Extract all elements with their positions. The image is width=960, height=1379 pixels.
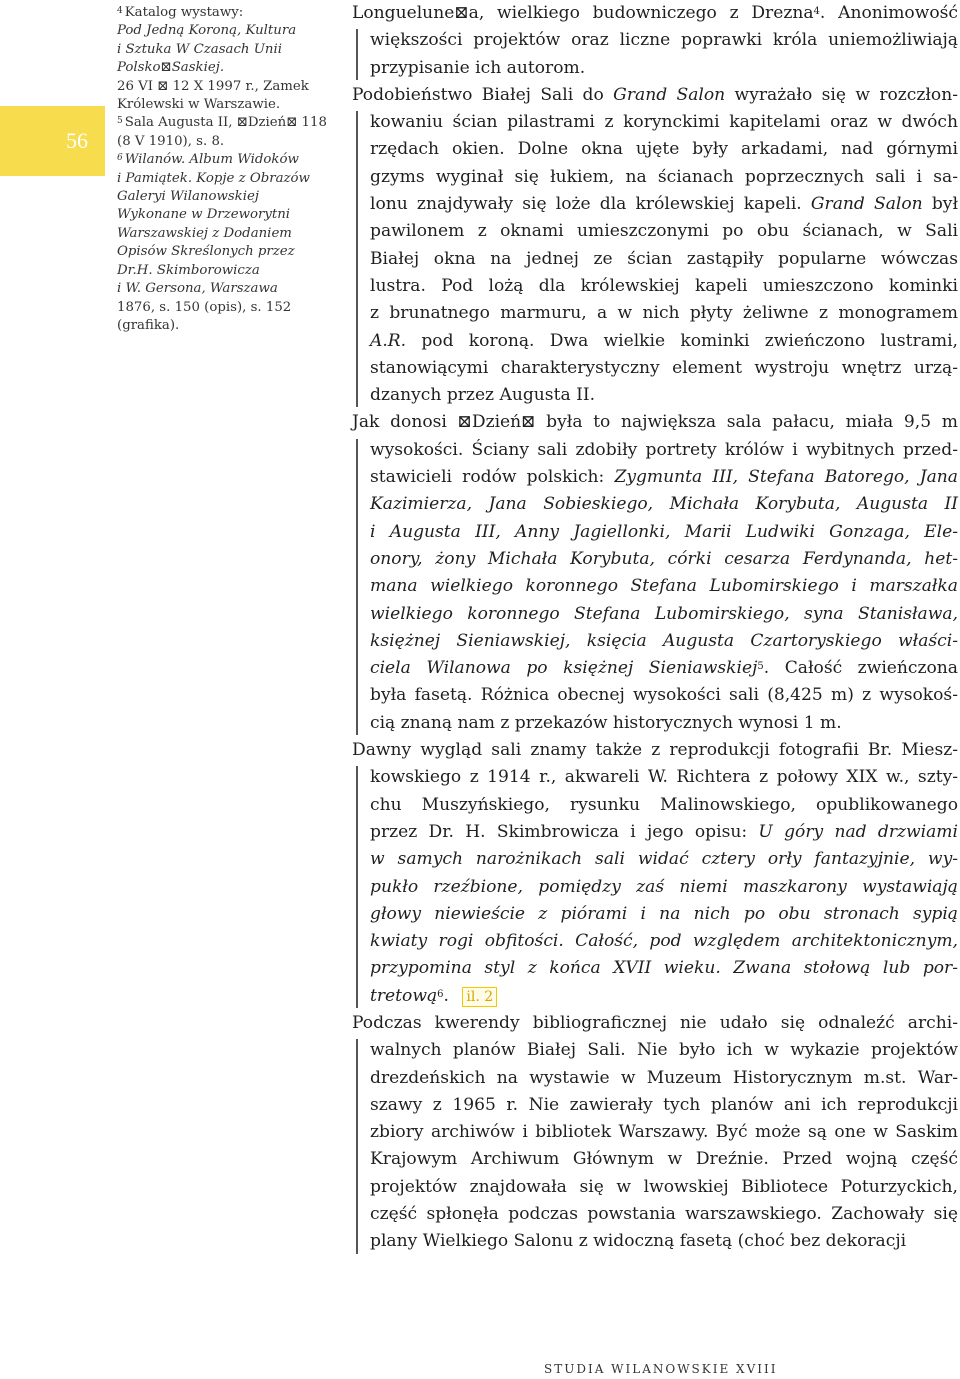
text-run: większości projektów oraz liczne poprawki króla uniemożliwiają [370, 30, 958, 51]
text-line [352, 901, 958, 928]
footnote-line [117, 262, 342, 280]
footnote-line [117, 280, 342, 298]
text-run: pod koroną. Dwa wielkie kominki zwieńczono lustrami, [406, 330, 958, 351]
footnote-text: Wykonane w Drzeworytni [117, 207, 291, 223]
footnote-line [117, 299, 342, 317]
body-paragraph [352, 409, 958, 737]
text-line [352, 628, 958, 655]
text-run: zbiory archiwów i bibliotek Warszawy. Być może są one w Saskim [370, 1122, 958, 1143]
text-line [352, 1201, 958, 1228]
text-run: stawicieli rodów polskich: [370, 467, 615, 488]
footnote-text: Pod Jedną Koroną, Kultura [117, 23, 297, 39]
text-line [352, 1037, 958, 1064]
text-run: wyrażało się w rozczłon- [725, 84, 958, 105]
footnote-text: Katalog wystawy: [124, 5, 244, 20]
footnote-line [117, 41, 342, 59]
text-line [352, 382, 958, 409]
italic-text: Zygmunta III, Stefana Batorego, Jana [614, 467, 959, 488]
footnote-marker: 6 [117, 153, 123, 164]
text-line [352, 846, 958, 873]
footnote-text: Sala Augusta II, ⊠Dzień⊠ 118 [124, 115, 327, 131]
paragraph-indent-rule [356, 439, 358, 735]
text-line [352, 27, 958, 54]
illustration-link[interactable]: il. 2 [462, 987, 497, 1007]
text-line [352, 246, 958, 273]
footnote-ref: 5 [757, 661, 764, 673]
text-run: z brunatnego marmuru, a w nich płyty żeliwne z monogramem [370, 303, 958, 324]
paragraph-indent-rule [356, 111, 358, 407]
text-line [352, 1010, 958, 1037]
footnote-line [117, 206, 342, 224]
text-run: walnych planów Białej Sali. Nie było ich w wykazie projektów [370, 1040, 958, 1061]
text-run: Krajowym Archiwum Głównym w Dreźnie. Przed wojną część [370, 1149, 958, 1170]
text-run: szawy z 1965 r. Nie zawierały tych planów ani ich reprodukcji [370, 1094, 958, 1115]
text-line [352, 955, 958, 982]
text-run: plany Wielkiego Salonu z widoczną fasetą (choć bez dekoracji [370, 1231, 907, 1252]
text-line [352, 1228, 958, 1255]
footnote-text: i W. Gersona, Warszawa [117, 281, 278, 297]
footnote-text: 1876, s. 150 (opis), s. 152 [117, 299, 292, 315]
text-run: wysokości. Ściany sali zdobiły portrety królów i wybitnych przed- [370, 439, 958, 460]
footnote-line [117, 22, 342, 40]
text-run: . Anonimowość [819, 3, 958, 23]
footnote-ref: 6 [437, 988, 444, 1000]
footnote-text: i Pamiątek. Kopje z Obrazów [117, 170, 310, 186]
italic-text: głowy niewieście z piórami i na nich po obu stronach sypią [370, 903, 958, 924]
footnote-line [117, 225, 342, 243]
footnote-marker: 5 [117, 116, 123, 127]
footnote-ref: 4 [813, 6, 820, 17]
text-line [352, 82, 958, 109]
footnote-line [117, 78, 342, 96]
journal-footer: STUDIA WILANOWSKIE XVIII [544, 1362, 778, 1376]
text-line [352, 328, 958, 355]
text-run: przypisanie ich autorom. [370, 57, 586, 78]
italic-text: Grand Salon [810, 194, 923, 215]
text-line [352, 409, 958, 436]
text-line [352, 601, 958, 628]
footnote-text: Galeryi Wilanowskiej [117, 189, 259, 205]
footnote-text: Dr.H. Skimborowicza [117, 262, 260, 278]
italic-text: w samych narożnikach sali widać cztery orły fantazyjnie, wy- [370, 849, 958, 870]
text-run: projektów znajdowała się w lwowskiej Bibliotece Poturzyckich, [370, 1176, 958, 1197]
text-run: kowskiego z 1914 r., akwareli W. Richtera z połowy XIX w., szty- [370, 767, 958, 788]
body-paragraph [352, 0, 958, 82]
text-run: lonu znajdywały się loże dla królewskiej kapeli. [370, 194, 811, 215]
footnote-line [117, 151, 342, 169]
text-line [352, 164, 958, 191]
text-run: Podczas kwerendy bibliograficznej nie udało się odnaleźć archi- [352, 1012, 958, 1033]
italic-text: ciela Wilanowa po księżnej Sieniawskiej [370, 658, 758, 679]
text-run: Jak donosi ⊠Dzień⊠ była to największa sala pałacu, miała 9,5 m [352, 412, 958, 433]
footnote-line [117, 4, 342, 22]
text-line [352, 109, 958, 136]
text-run: Longuelune⊠a, wielkiego budowniczego z Drezna [352, 3, 814, 23]
text-run: lustra. Pod lożą dla królewskiej kapeli umieszczono kominki [370, 275, 958, 296]
footnote-line [117, 170, 342, 188]
footnote-text: i Sztuka W Czasach Unii [117, 41, 282, 57]
footnote-text: (grafika). [117, 317, 180, 333]
text-run: przez Dr. H. Skimbrowicza i jego opisu: [370, 821, 759, 842]
italic-text: przypomina styl z końca XVII wieku. Zwana stołową lub por- [370, 958, 958, 979]
footnote-line [117, 188, 342, 206]
text-line [352, 355, 958, 382]
italic-text: pukło rzeźbione, pomiędzy zaś niemi maszkarony wystawiają [370, 876, 958, 897]
text-run: rzędach okien. Dolne okna ujęte były arkadami, nad górnymi [370, 139, 958, 160]
text-run: gzyms wyginał się łukiem, na ścianach poprzecznych sali i sa- [370, 166, 958, 187]
page-number: 56 [66, 128, 88, 153]
footnote-text: Polsko⊠Saskiej. [117, 60, 225, 76]
italic-text: U góry nad drzwiami [758, 821, 958, 842]
paragraph-indent-rule [356, 1039, 358, 1253]
main-text-column [352, 0, 958, 1256]
italic-text: i Augusta III, Anny Jagiellonki, Marii Ludwiki Gonzaga, Ele- [370, 521, 958, 542]
text-run: była fasetą. Różnica obecnej wysokości sali (8,425 m) z wysokoś- [370, 685, 958, 706]
text-line [352, 1119, 958, 1146]
text-line [352, 1146, 958, 1173]
italic-text: kwiaty rogi obfitości. Całość, pod względem architektonicznym, [370, 931, 958, 952]
footnote-text: Warszawskiej z Dodaniem [117, 225, 292, 241]
text-line [352, 983, 958, 1010]
italic-text: księżnej Sieniawskiej, księcia Augusta Czartoryskiego właści- [370, 630, 958, 651]
text-run: dzanych przez Augusta II. [370, 385, 596, 406]
footnote-line [117, 317, 342, 335]
footnote-text: 26 VI ⊠ 12 X 1997 r., Zamek [117, 78, 309, 94]
text-line [352, 218, 958, 245]
text-line [352, 464, 958, 491]
footnote-text: Królewski w Warszawie. [117, 97, 281, 113]
footnote-line [117, 59, 342, 77]
text-run: kowaniu ścian pilastrami z korynckimi kapitelami oraz w dwóch [370, 112, 958, 133]
text-line [352, 737, 958, 764]
text-line [352, 874, 958, 901]
paragraph-indent-rule [356, 29, 358, 80]
text-run: . Całość zwieńczona [763, 658, 958, 679]
italic-text: Grand Salon [613, 84, 726, 105]
text-run: Białej okna na jednej ze ścian zastąpiły popularne wówczas [370, 248, 958, 269]
text-run: cią znaną nam z przekazów historycznych wynosi 1 m. [370, 712, 842, 733]
body-paragraph [352, 1010, 958, 1256]
text-run: Dawny wygląd sali znamy także z reprodukcji fotografii Br. Miesz- [352, 740, 958, 761]
footnote-line [117, 114, 342, 132]
text-line [352, 491, 958, 518]
footnote-line [117, 96, 342, 114]
text-line [352, 546, 958, 573]
text-line [352, 792, 958, 819]
page-number-tab [0, 106, 105, 176]
text-line [352, 819, 958, 846]
text-line [352, 1174, 958, 1201]
text-line [352, 437, 958, 464]
footnote-text: Wilanów. Album Widoków [124, 152, 299, 168]
footnote-text: (8 V 1910), s. 8. [117, 133, 225, 149]
text-line [352, 191, 958, 218]
text-line [352, 573, 958, 600]
paragraph-indent-rule [356, 766, 358, 1008]
footnote-marker: 4 [117, 6, 123, 16]
text-run: pawilonem z oknami umieszczonymi po obu ścianach, w Sali [370, 221, 958, 242]
text-line [352, 764, 958, 791]
text-line [352, 519, 958, 546]
body-paragraph [352, 737, 958, 1010]
italic-text: A.R. [370, 330, 407, 351]
text-run: stanowiącymi charakterystyczny element wystroju wnętrz urzą- [370, 357, 958, 378]
text-line [352, 1065, 958, 1092]
text-line [352, 300, 958, 327]
text-line [352, 655, 958, 682]
text-line [352, 682, 958, 709]
italic-text: Kazimierza, Jana Sobieskiego, Michała Korybuta, Augusta II [370, 494, 958, 515]
text-run: drezdeńskich na wystawie w Muzeum Historycznym m.st. War- [370, 1067, 958, 1088]
text-line [352, 136, 958, 163]
text-line [352, 0, 958, 27]
italic-text: tretową [370, 985, 438, 1006]
footnotes-column [117, 4, 342, 335]
italic-text: onory, żony Michała Korybuta, córki cesarza Ferdynanda, het- [370, 548, 958, 569]
text-run: . [443, 985, 455, 1006]
text-run: Podobieństwo Białej Sali do [352, 84, 614, 105]
text-line [352, 928, 958, 955]
italic-text: mana wielkiego koronnego Stefana Lubomirskiego i marszałka [370, 576, 958, 597]
footnote-line [117, 243, 342, 261]
text-run: część spłonęła podczas powstania warszawskiego. Zachowały się [370, 1204, 958, 1225]
text-line [352, 55, 958, 82]
body-paragraph [352, 82, 958, 410]
footnote-line [117, 133, 342, 151]
text-run: był [922, 194, 959, 215]
italic-text: wielkiego koronnego Stefana Lubomirskiego, syna Stanisława, [370, 603, 958, 624]
text-line [352, 1092, 958, 1119]
footnote-text: Opisów Skreślonych przez [117, 244, 295, 260]
text-line [352, 273, 958, 300]
text-line [352, 710, 958, 737]
text-run: chu Muszyńskiego, rysunku Malinowskiego, opublikowanego [370, 794, 958, 815]
